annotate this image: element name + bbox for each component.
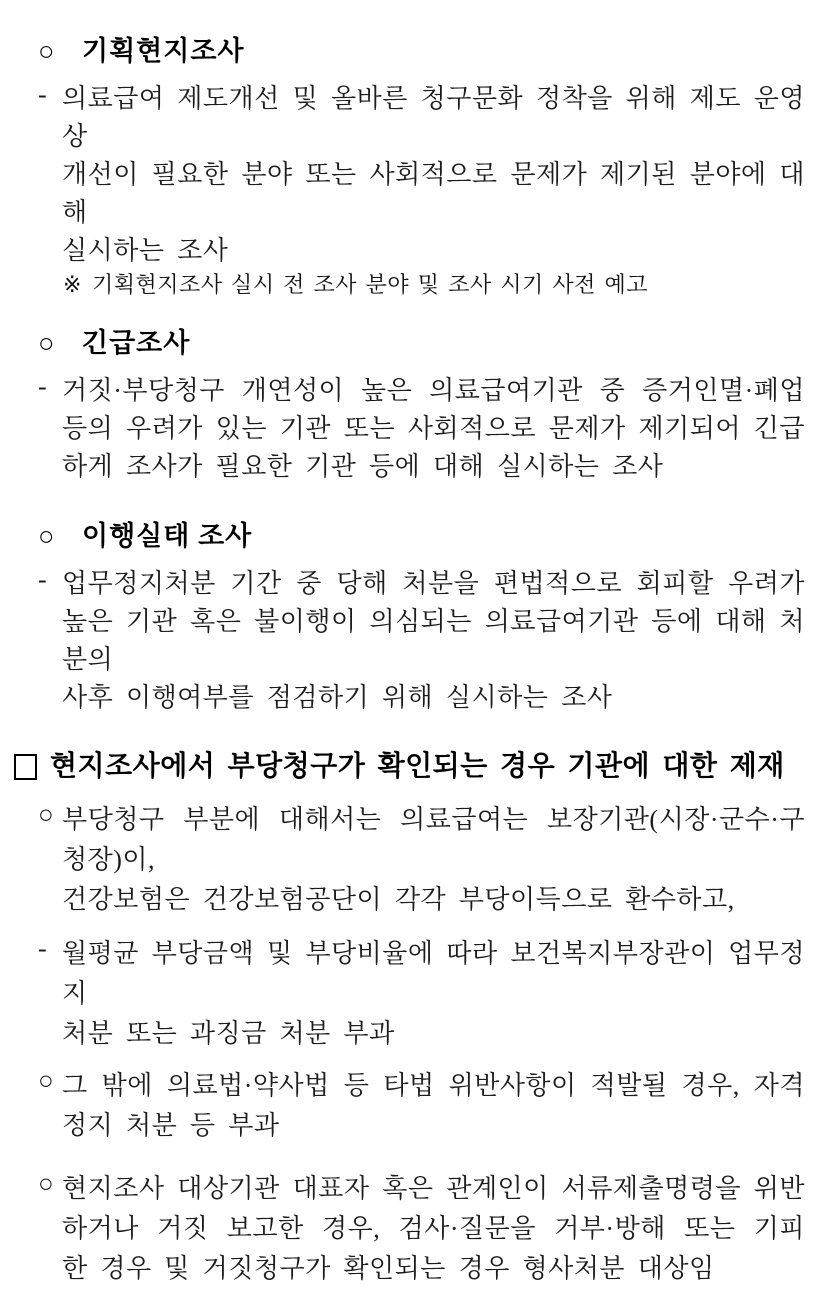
paragraph-line: 거짓·부당청구 개연성이 높은 의료급여기관 중 증거인멸·폐업 — [62, 376, 805, 405]
paragraph-line: 부당청구 부분에 대해서는 의료급여는 보장기관(시장·군수·구청장)이, — [62, 805, 805, 874]
section-heading-label: 기획현지조사 — [82, 36, 245, 66]
paragraph-text — [62, 565, 805, 717]
paragraph-line: 업무정지처분 기간 중 당해 처분을 편법적으로 회피할 우려가 — [62, 569, 805, 598]
dash-bullet-icon: - — [38, 934, 47, 963]
circle-bullet-icon: ○ — [38, 36, 56, 66]
section-heading-label: 현지조사에서 부당청구가 확인되는 경우 기관에 대한 제재 — [50, 750, 785, 781]
note-text: 기획현지조사 실시 전 조사 분야 및 조사 시기 사전 예고 — [91, 272, 648, 297]
paragraph-recovery — [38, 800, 805, 920]
note-advance-notice — [63, 270, 805, 300]
paragraph-line: 처분 또는 과징금 처분 부과 — [62, 1019, 395, 1048]
paragraph-text — [62, 800, 805, 920]
paragraph-line: 개선이 필요한 분야 또는 사회적으로 문제가 제기된 분야에 대해 — [62, 160, 805, 227]
paragraph-planned-description — [38, 80, 805, 270]
section-heading-planned-field-investigation — [38, 34, 805, 68]
paragraph-compliance-description — [38, 565, 805, 717]
circle-bullet-icon: ○ — [38, 1169, 54, 1198]
paragraph-line: 높은 기관 혹은 불이행이 의심되는 의료급여기관 등에 대해 처분의 — [62, 607, 805, 674]
paragraph-line: 의료급여 제도개선 및 올바른 청구문화 정착을 위해 제도 운영상 — [62, 84, 805, 151]
reference-mark-icon: ※ — [63, 272, 82, 297]
section-heading-urgent-investigation — [38, 326, 805, 360]
paragraph-line: 하게 조사가 필요한 기관 등에 대해 실시하는 조사 — [62, 452, 664, 481]
paragraph-line: 실시하는 조사 — [62, 236, 229, 265]
circle-bullet-icon: ○ — [38, 1066, 54, 1095]
paragraph-line: 한 경우 및 거짓청구가 확인되는 경우 형사처분 대상임 — [62, 1254, 715, 1283]
paragraph-criminal-punishment — [38, 1169, 805, 1289]
paragraph-line: 건강보험은 건강보험공단이 각각 부당이득으로 환수하고, — [62, 885, 735, 914]
paragraph-line: 하거나 거짓 보고한 경우, 검사·질문을 거부·방해 또는 기피 — [62, 1214, 805, 1243]
section-heading-sanctions — [14, 748, 805, 784]
circle-bullet-icon: ○ — [38, 328, 56, 358]
paragraph-urgent-description — [38, 372, 805, 486]
paragraph-line: 월평균 부당금액 및 부당비율에 따라 보건복지부장관이 업무정지 — [62, 939, 805, 1008]
paragraph-text — [62, 1169, 805, 1289]
paragraph-other-laws — [38, 1066, 805, 1146]
dash-bullet-icon: - — [38, 80, 47, 109]
section-heading-label: 이행실태 조사 — [82, 521, 253, 551]
circle-bullet-icon: ○ — [38, 521, 56, 551]
section-heading-label: 긴급조사 — [82, 328, 191, 358]
paragraph-line: 그 밖에 의료법·약사법 등 타법 위반사항이 적발될 경우, 자격 — [62, 1071, 805, 1100]
paragraph-text — [62, 372, 805, 486]
dash-bullet-icon: - — [38, 372, 47, 401]
paragraph-line: 사후 이행여부를 점검하기 위해 실시하는 조사 — [62, 683, 613, 712]
dash-bullet-icon: - — [38, 565, 47, 594]
paragraph-suspension-fine — [38, 934, 805, 1054]
paragraph-line: 정지 처분 등 부과 — [62, 1111, 280, 1140]
paragraph-line: 등의 우려가 있는 기관 또는 사회적으로 문제가 제기되어 긴급 — [62, 414, 805, 443]
section-heading-compliance-investigation — [38, 519, 805, 553]
paragraph-line: 현지조사 대상기관 대표자 혹은 관계인이 서류제출명령을 위반 — [62, 1174, 805, 1203]
paragraph-text — [62, 934, 805, 1054]
paragraph-text — [62, 1066, 805, 1146]
square-bullet-icon — [14, 754, 37, 780]
circle-bullet-icon: ○ — [38, 800, 54, 829]
paragraph-text — [62, 80, 805, 270]
